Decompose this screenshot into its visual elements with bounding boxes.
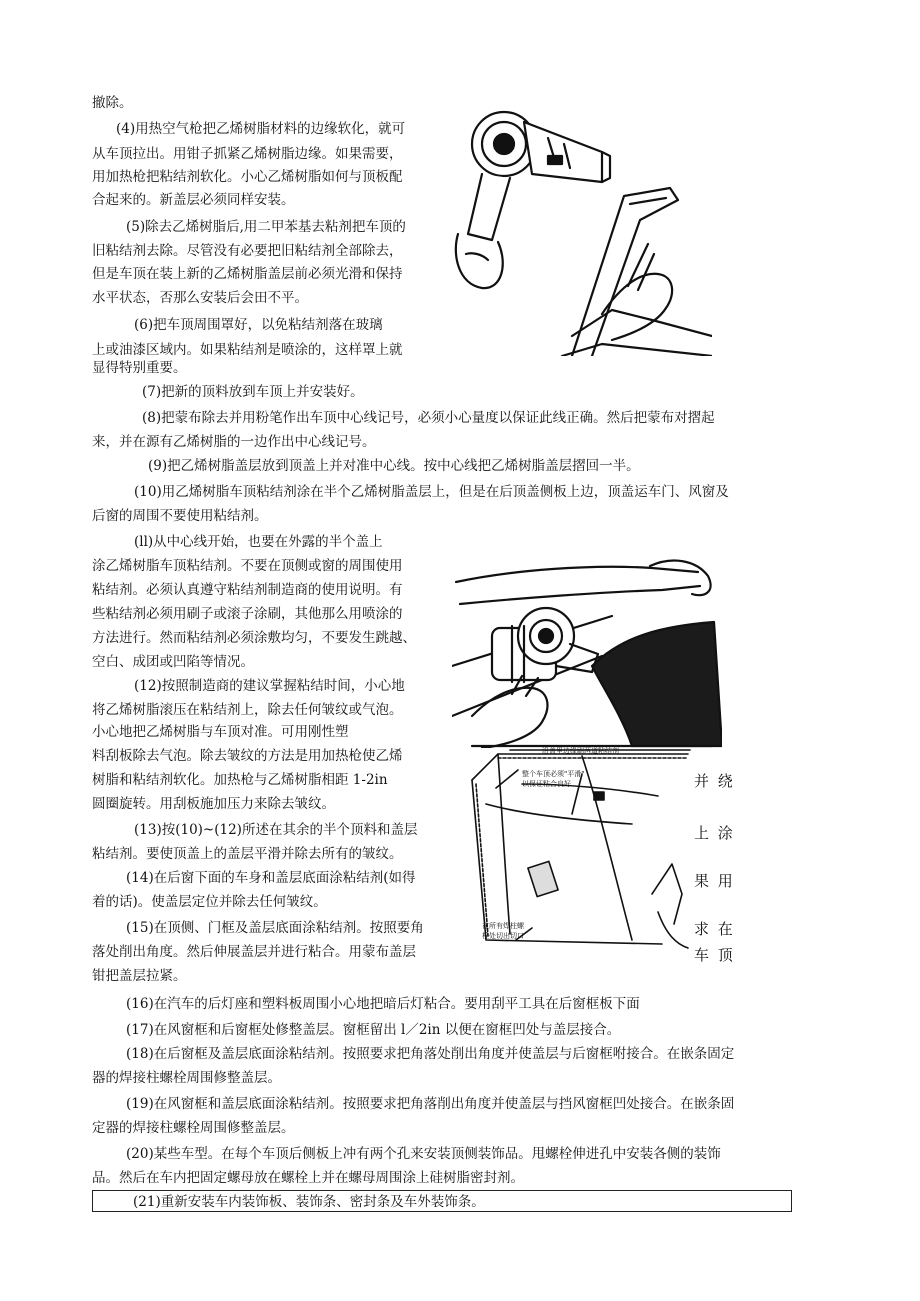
text-line: 旧粘结剂去除。尽管没有必要把旧粘结剂全部除去， [92,243,403,259]
text-line: (16)在汽车的后灯座和塑料板周围小心地把暗后灯粘合。要用刮平工具在后窗框板下面 [126,996,640,1012]
text-line: (10)用乙烯树脂车顶粘结剂涂在半个乙烯树脂盖层上，但是在后顶盖侧板上边，顶盖运车门、风窗及 [134,484,729,500]
text-line: 钳把盖层拉紧。 [92,968,187,984]
callout-middle-1: 整个车顶必须"平滑" [522,770,585,778]
callout-top: 沿盖里边缘刷两道粘结剂 [542,747,619,755]
callout-bottom-2: 栓处切出切口 [482,932,524,940]
text-line: 料刮板除去气泡。除去皱纹的方法是用加热枪使乙烯 [92,748,403,764]
final-step-box [92,1190,792,1212]
text-line: 定器的焊接柱螺栓周围修整盖层。 [92,1120,295,1136]
text-line: 上或油漆区域内。如果粘结剂是喷涂的，这样罩上就 [92,342,403,358]
text-line: (19)在风窗框和盖层底面涂粘结剂。按照要求把角落削出角度并使盖层与挡风窗框凹处接合。在嵌条固 [126,1096,735,1112]
text-line: (15)在顶侧、门框及盖层底面涂粘结剂。按照要角 [126,920,424,936]
text-line: 着的话)。使盖层定位并除去任何皱纹。 [92,894,327,910]
text-line: 方法进行。然而粘结剂必须涂敷均匀，不要发生跳越、 [92,630,416,646]
text-line: (8)把蒙布除去并用粉笔作出车顶中心线记号，必须小心量度以保证此线正确。然后把蒙布对摺起 [142,410,715,426]
text-line: 后窗的周围不要使用粘结剂。 [92,508,268,524]
text-line: (20)某些车型。在每个车顶后侧板上冲有两个孔来安装顶侧装饰品。甩螺栓伸进孔中安装各侧的装饰 [126,1146,721,1162]
text-line: (18)在后窗框及盖层底面涂粘结剂。按照要求把角落处削出角度并使盖层与后窗框咐接合。在嵌条固定 [126,1046,735,1062]
text-line: 圆圈旋转。用刮板施加压力来除去皱纹。 [92,796,335,812]
text-line: 涂乙烯树脂车顶粘结剂。不要在顶侧或窗的周围使用 [92,558,403,574]
roof-diagram-figure [462,744,692,956]
text-line: (5)除去乙烯树脂后,用二甲苯基去粘剂把车顶的 [126,219,406,235]
text-line: (7)把新的顶料放到车顶上并安装好。 [142,384,364,400]
roller-figure [452,546,722,748]
text-line: (12)按照制造商的建议掌握粘结时间，小心地 [134,678,405,694]
text-line: 撤除。 [92,95,133,111]
text-line: 粘结剂。要使顶盖上的盖层平滑并除去所有的皱纹。 [92,846,403,862]
text-line: 水平状态，否那么安装后会田不平。 [92,290,308,306]
text-line: 来，并在源有乙烯树脂的一边作出中心线记号。 [92,434,376,450]
side-label: 求 在 [694,920,735,938]
side-label: 并 绕 [694,772,735,790]
side-label: 上 涂 [694,824,735,842]
text-line: (14)在后窗下面的车身和盖层底面涂粘结剂(如得 [126,870,416,886]
side-label: 果 用 [694,872,735,890]
text-line: 但是车顶在装上新的乙烯树脂盖层前必须光滑和保持 [92,266,403,282]
text-line: 落处削出角度。然后伸展盖层并进行粘合。用蒙布盖层 [92,944,416,960]
text-line: (13)按(10)~(12)所述在其余的半个顶料和盖层 [134,822,418,838]
text-line: 器的焊接柱螺栓周围修整盖层。 [92,1070,281,1086]
text-line: 合起来的。新盖层必须同样安装。 [92,192,295,208]
text-line: (17)在风窗框和后窗框处修整盖层。窗框留出 l／2in 以便在窗框凹处与盖层接合。 [126,1022,621,1038]
heat-gun-figure [452,104,712,356]
callout-middle-2: 以保证粘合良好 [522,780,571,788]
text-line: 用加热枪把粘结剂软化。小心乙烯树脂如何与顶板配 [92,169,403,185]
side-label: 车 顶 [694,946,735,964]
text-line: 粘结剂。必须认真遵守粘结剂制造商的使用说明。有 [92,582,403,598]
text-line: 小心地把乙烯树脂与车顶对准。可用刚性塑 [92,724,349,740]
text-line: 树脂和粘结剂软化。加热枪与乙烯树脂相距 1-2in [92,772,388,788]
text-line: (9)把乙烯树脂盖层放到顶盖上并对准中心线。按中心线把乙烯树脂盖层摺回一半。 [148,458,640,474]
text-line: 将乙烯树脂滚压在粘结剂上，除去任何皱纹或气泡。 [92,702,403,718]
callout-bottom-1: 在所有焊柱螺 [482,922,524,930]
text-line: 显得特别重要。 [92,360,187,376]
text-line: (6)把车顶周围罩好，以免粘结剂落在玻璃 [134,317,383,333]
text-line: (4)用热空气枪把乙烯树脂材料的边缘软化，就可 [116,121,406,137]
text-line: 些粘结剂必须用刷子或滚子涂刷，其他那么用喷涂的 [92,606,403,622]
text-line: 空白、成团或凹陷等情况。 [92,654,254,670]
final-step-text: (21)重新安装车内装饰板、装饰条、密封条及车外装饰条。 [133,1194,485,1210]
text-line: 从车顶拉出。用钳子抓紧乙烯树脂边缘。如果需要， [92,146,403,162]
text-line: 品。然后在车内把固定螺母放在螺栓上并在螺母周围涂上硅树脂密封剂。 [92,1170,524,1186]
text-line: (ll)从中心线开始，也要在外露的半个盖上 [134,534,383,550]
